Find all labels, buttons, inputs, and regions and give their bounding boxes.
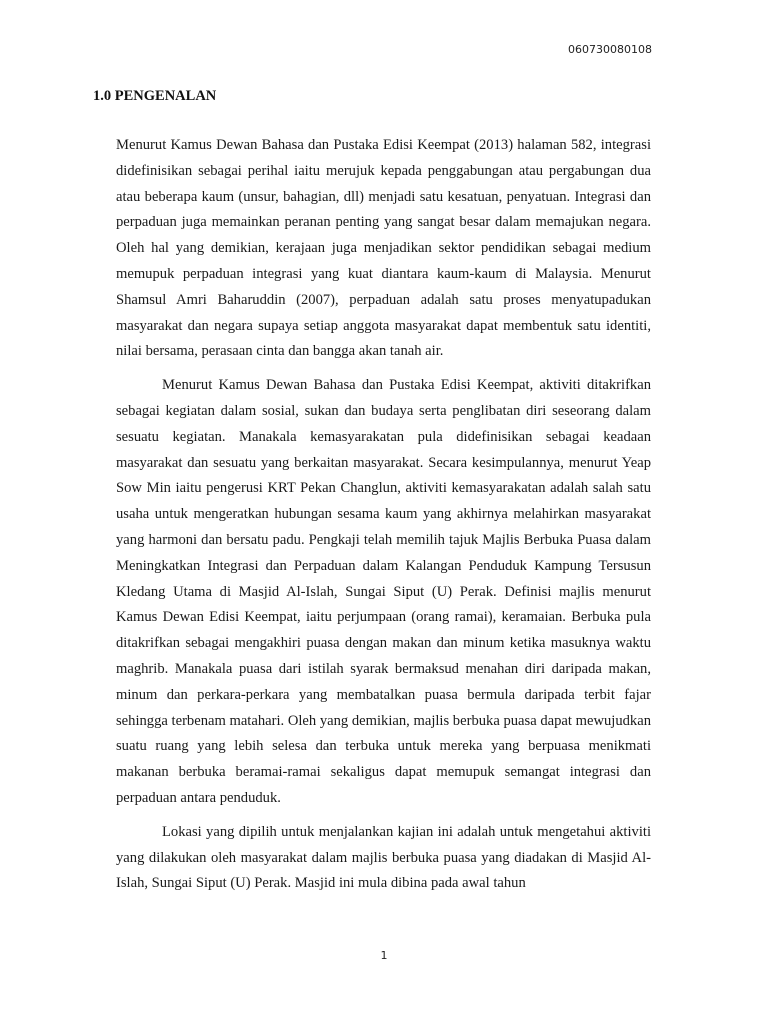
document-code: 060730080108	[568, 43, 652, 56]
paragraph-1: Menurut Kamus Dewan Bahasa dan Pustaka Edisi Keempat (2013) halaman 582, integrasi didefinisikan sebagai perihal iaitu merujuk kepada penggabungan atau pergabungan dua atau beberapa kaum (unsur, bahagian, dll) menjadi satu kesatuan, penyatuan. Integrasi dan perpaduan juga memainkan peranan penting yang sangat besar dalam memajukan negara. Oleh hal yang demikian, kerajaan juga menjadikan sektor pendidikan sebagai medium memupuk perpaduan integrasi yang kuat diantara kaum-kaum di Malaysia. Menurut Shamsul Amri Baharuddin (2007), perpaduan adalah satu proses menyatupadukan masyarakat dan negara supaya setiap anggota masyarakat dapat membentuk satu identiti, nilai bersama, perasaan cinta dan bangga akan tanah air.	[116, 137, 651, 360]
paragraph-2: Menurut Kamus Dewan Bahasa dan Pustaka Edisi Keempat, aktiviti ditakrifkan sebagai kegiatan dalam sosial, sukan dan budaya serta penglibatan diri seseorang dalam sesuatu kegiatan. Manakala kemasyarakatan pula didefinisikan sebagai keadaan masyarakat dan sesuatu yang berkaitan masyarakat. Secara kesimpulannya, menurut Yeap Sow Min iaitu pengerusi KRT Pekan Changlun, aktiviti kemasyarakatan adalah salah satu usaha untuk mengeratkan hubungan sesama kaum yang akhirnya melahirkan masyarakat yang harmoni dan bersatu padu. Pengkaji telah memilih tajuk Majlis Berbuka Puasa dalam Meningkatkan Integrasi dan Perpaduan dalam Kalangan Penduduk Kampung Tersusun Kledang Utama di Masjid Al-Islah, Sungai Siput (U) Perak. Definisi majlis menurut Kamus Dewan Edisi Keempat, iaitu perjumpaan (orang ramai), keramaian. Berbuka pula ditakrifkan sebagai mengakhiri puasa dengan makan dan minum ketika masuknya waktu maghrib. Manakala puasa dari istilah syarak bermaksud menahan diri daripada makan, minum dan perkara-perkara yang membatalkan puasa bermula daripada terbit fajar sehingga terbenam matahari. Oleh yang demikian, majlis berbuka puasa dapat mewujudkan suatu ruang yang lebih selesa dan terbuka untuk mereka yang berpuasa menikmati makanan berbuka beramai-ramai sekaligus dapat memupuk semangat integrasi dan perpaduan antara penduduk.	[116, 377, 651, 806]
paragraph-3: Lokasi yang dipilih untuk menjalankan kajian ini adalah untuk mengetahui aktiviti yang dilakukan oleh masyarakat dalam majlis berbuka puasa yang diadakan di Masjid Al-Islah, Sungai Siput (U) Perak. Masjid ini mula dibina pada awal tahun	[116, 823, 651, 892]
section-title: 1.0 PENGENALAN	[93, 88, 217, 104]
page-number: 1	[380, 949, 388, 962]
body-text	[116, 133, 651, 905]
